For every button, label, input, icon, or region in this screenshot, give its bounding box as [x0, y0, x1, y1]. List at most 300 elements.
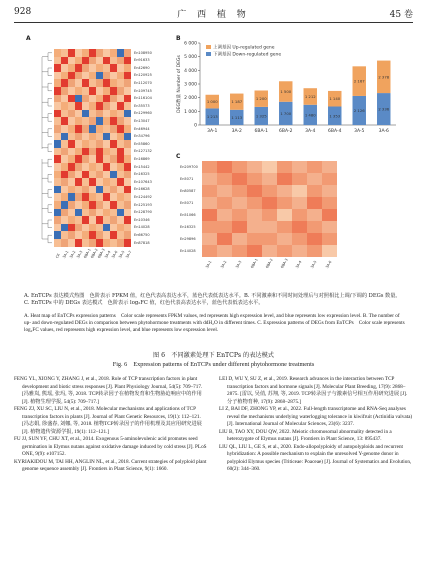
heatmap-a-cell — [54, 193, 61, 201]
heatmap-a-cell — [61, 209, 68, 217]
heatmap-a-cell — [82, 216, 89, 224]
heatmap-c-cell — [277, 173, 292, 185]
heatmap-a-cell — [61, 95, 68, 103]
heatmap-a-sample-label: 3A-1 — [62, 249, 70, 259]
heatmap-c-cell — [322, 221, 337, 233]
heatmap-c-cell — [307, 173, 322, 185]
heatmap-a-cell — [96, 95, 103, 103]
heatmap-a-cell — [103, 87, 110, 95]
heatmap-a-cell — [96, 110, 103, 118]
heatmap-a-cell — [89, 171, 96, 179]
heatmap-a-cell — [68, 186, 75, 194]
heatmap-c-cell — [322, 197, 337, 209]
heatmap-a-cell — [110, 209, 117, 217]
heatmap-c-cell — [307, 209, 322, 221]
heatmap-a-gene-label: En35573 — [134, 103, 150, 108]
heatmap-a-cell — [103, 49, 110, 57]
heatmap-c-cell — [307, 245, 322, 257]
heatmap-a-cell — [124, 239, 131, 247]
heatmap-a-cell — [61, 117, 68, 125]
heatmap-a-cell — [54, 148, 61, 156]
heatmap-a-gene-label: En120925 — [134, 73, 152, 78]
heatmap-c-cell — [322, 161, 337, 173]
heatmap-a-cell — [124, 231, 131, 239]
heatmap-a-cell — [124, 155, 131, 163]
heatmap-c-cell — [307, 221, 322, 233]
heatmap-a-cell — [89, 125, 96, 133]
heatmap-a-cell — [68, 102, 75, 110]
heatmap-a-cell — [117, 186, 124, 194]
heatmap-c-cell — [202, 245, 217, 257]
heatmap-a-cell — [68, 193, 75, 201]
heatmap-a-cell — [61, 178, 68, 186]
heatmap-a-cell — [68, 224, 75, 232]
heatmap-a-cell — [75, 171, 82, 179]
heatmap-a-cell — [54, 133, 61, 141]
heatmap-c-cell — [217, 161, 232, 173]
heatmap-a-cell — [117, 95, 124, 103]
heatmap-a-cell — [54, 224, 61, 232]
heatmap-a-cell — [75, 155, 82, 163]
heatmap-c-cell — [202, 197, 217, 209]
heatmap-a-cell — [61, 163, 68, 171]
heatmap-a-cell — [89, 79, 96, 87]
heatmap-a-cell — [117, 193, 124, 201]
heatmap-c-cell — [322, 185, 337, 197]
heatmap-a-gene-label: En15442 — [134, 164, 150, 169]
heatmap-a-cell — [96, 163, 103, 171]
heatmap-c-sample-label: 6BA-1 — [250, 257, 259, 269]
heatmap-a-cell — [61, 79, 68, 87]
heatmap-a-gene-label: En42690 — [134, 65, 150, 70]
bar-up-value-label: 1 187 — [231, 99, 243, 105]
heatmap-a-cell — [68, 87, 75, 95]
heatmap-a-cell — [75, 193, 82, 201]
heatmap-a-cell — [124, 79, 131, 87]
legend-swatch — [206, 45, 211, 49]
heatmap-a-cell — [54, 231, 61, 239]
heatmap-a-cell — [54, 110, 61, 118]
heatmap-a-cell — [82, 64, 89, 72]
heatmap-a-cell — [96, 201, 103, 209]
heatmap-a-cell — [117, 125, 124, 133]
heatmap-a-cell — [75, 201, 82, 209]
heatmap-c-cell — [292, 221, 307, 233]
heatmap-a-cell — [61, 239, 68, 247]
heatmap-a-cell — [124, 133, 131, 141]
heatmap-a-cell — [110, 72, 117, 80]
heatmap-a-cell — [82, 155, 89, 163]
heatmap-a-cell — [68, 155, 75, 163]
heatmap-c-cell — [217, 185, 232, 197]
deg-bar-chart-svg — [174, 33, 404, 145]
heatmap-a-gene-label: En55860 — [134, 141, 150, 146]
heatmap-a-cell — [89, 117, 96, 125]
heatmap-a-cell — [124, 140, 131, 148]
heatmap-a-cell — [103, 224, 110, 232]
heatmap-a-cell — [89, 178, 96, 186]
heatmap-a-cell — [89, 163, 96, 171]
y-tick-label: 3 000 — [184, 82, 197, 88]
heatmap-a-cell — [54, 140, 61, 148]
reference-entry: LIU B, TAO XY, DOU QW, 2022. Meiotic chromosomal abnormality detected in a heterozygote of Elymus nutans [J]. Frontiers in Plant Science, 13: 895437. — [219, 428, 392, 442]
heatmap-a-cell — [75, 57, 82, 65]
heatmap-c-cell — [262, 173, 277, 185]
heatmap-a-cell — [75, 216, 82, 224]
heatmap-a-cell — [89, 186, 96, 194]
heatmap-a-cell — [117, 72, 124, 80]
heatmap-a-gene-label: En116104 — [134, 96, 152, 101]
heatmap-a-cell — [89, 193, 96, 201]
heatmap-c-cell — [232, 185, 247, 197]
heatmap-a-cell — [117, 155, 124, 163]
heatmap-a-cell — [96, 125, 103, 133]
panel-a-heatmap — [24, 33, 174, 283]
heatmap-a-sample-label: 3A-7 — [125, 249, 133, 259]
heatmap-a-cell — [103, 163, 110, 171]
heatmap-a-cell — [96, 57, 103, 65]
heatmap-a-cell — [54, 79, 61, 87]
heatmap-a-cell — [103, 133, 110, 141]
references-right-column — [219, 376, 413, 474]
heatmap-a-cell — [68, 133, 75, 141]
bar-up-value-label: 1 212 — [304, 93, 316, 99]
heatmap-a-cell — [61, 186, 68, 194]
heatmap-a-cell — [82, 171, 89, 179]
heatmap-a-cell — [117, 117, 124, 125]
heatmap-c-cell — [292, 161, 307, 173]
bar-down-value-label: 2 126 — [353, 107, 365, 113]
heatmap-a-cell — [110, 216, 117, 224]
heatmap-a-cell — [117, 140, 124, 148]
heatmap-a-cell — [82, 140, 89, 148]
bar-down-value-label: 1 353 — [329, 113, 341, 119]
heatmap-a-cell — [54, 163, 61, 171]
heatmap-a-cell — [61, 110, 68, 118]
y-tick-label: 0 — [194, 123, 197, 129]
heatmap-c-cell — [217, 245, 232, 257]
heatmap-a-cell — [75, 209, 82, 217]
heatmap-a-cell — [96, 140, 103, 148]
figure-title-cn: 图 6 不同激素处理下 EnTCPs 的表达模式 — [153, 352, 274, 359]
heatmap-c-cell — [262, 209, 277, 221]
heatmap-c-cell — [247, 209, 262, 221]
heatmap-a-gene-label: En87818 — [134, 240, 150, 245]
x-category-label: 6BA-4 — [328, 129, 342, 134]
heatmap-a-cell — [68, 201, 75, 209]
heatmap-a-cell — [103, 239, 110, 247]
heatmap-a-cell — [82, 102, 89, 110]
heatmap-a-cell — [96, 102, 103, 110]
bar-up-value-label: 2 378 — [378, 74, 390, 80]
heatmap-c-cell — [232, 209, 247, 221]
heatmap-a-cell — [117, 216, 124, 224]
heatmap-c-cell — [262, 245, 277, 257]
heatmap-c-cell — [247, 197, 262, 209]
heatmap-a-cell — [89, 201, 96, 209]
heatmap-a-cell — [117, 79, 124, 87]
heatmap-a-sample-label: 6BA-3 — [97, 247, 106, 259]
heatmap-a-cell — [68, 72, 75, 80]
heatmap-c-cell — [247, 161, 262, 173]
x-category-label: 3A-6 — [378, 129, 389, 134]
heatmap-a-cell — [68, 216, 75, 224]
heatmap-c-cell — [292, 233, 307, 245]
heatmap-a-cell — [103, 72, 110, 80]
reference-entry: FENG ZJ, XU SC, LIU N, et al., 2018. Molecular mechanisms and applications of TCP transcription factors in plants [J]. Journal of Plant Genetic Resources, 19(1): 112–121. [冯志娟, 徐盛春, 刘娜, 等, 2018. 植物TCP转录因子的作用机理及其应用研究进展 [J]. 植物遗传资源学报, 19(1): 112–121.] — [14, 406, 202, 435]
heatmap-a-cell — [61, 148, 68, 156]
heatmap-a-gene-label: En13047 — [134, 118, 150, 123]
heatmap-a-sample-label: 3A-5 — [118, 249, 126, 259]
heatmap-a-cell — [82, 224, 89, 232]
heatmap-a-cell — [110, 155, 117, 163]
heatmap-a-gene-label: En109745 — [134, 88, 152, 93]
heatmap-a-cell — [61, 49, 68, 57]
heatmap-a-cell — [117, 49, 124, 57]
heatmap-a-gene-label: En16869 — [134, 156, 150, 161]
heatmap-a-cell — [103, 216, 110, 224]
heatmap-a-cell — [124, 72, 131, 80]
heatmap-a-cell — [89, 216, 96, 224]
heatmap-a-cell — [103, 148, 110, 156]
heatmap-a-cell — [75, 79, 82, 87]
heatmap-a-cell — [75, 133, 82, 141]
legend-label: 下调基因 Down-regulated gene — [213, 52, 282, 58]
heatmap-a-sample-label: 6BA-2 — [90, 247, 99, 259]
heatmap-c-gene-label: En14028 — [180, 249, 196, 253]
heatmap-a-cell — [103, 110, 110, 118]
panel-a-label: A — [26, 35, 31, 42]
heatmap-c-cell — [262, 185, 277, 197]
heatmap-c-cell — [307, 233, 322, 245]
heatmap-c-sample-label: 3A-6 — [325, 260, 333, 269]
heatmap-a-cell — [75, 224, 82, 232]
heatmap-a-cell — [75, 102, 82, 110]
heatmap-a-cell — [54, 102, 61, 110]
heatmap-a-cell — [68, 117, 75, 125]
panel-c-label: C — [176, 153, 181, 160]
heatmap-c-cell — [232, 245, 247, 257]
gene-dendrogram — [24, 33, 54, 253]
journal-name: 广 西 植 物 — [177, 10, 250, 20]
heatmap-c-cell — [247, 245, 262, 257]
heatmap-a-cell — [54, 216, 61, 224]
heatmap-c-sample-label: 3A-2 — [220, 260, 228, 269]
y-tick-label: 1 000 — [184, 109, 197, 115]
heatmap-a-cell — [68, 178, 75, 186]
heatmap-a-gene-label: En127132 — [134, 149, 152, 154]
heatmap-a-cell — [117, 178, 124, 186]
heatmap-a-cell — [110, 117, 117, 125]
heatmap-a-gene-label: En108950 — [134, 50, 152, 55]
heatmap-a-cell — [75, 231, 82, 239]
heatmap-a-cell — [103, 209, 110, 217]
heatmap-a-cell — [82, 125, 89, 133]
heatmap-a-cell — [110, 201, 117, 209]
heatmap-a-cell — [96, 79, 103, 87]
heatmap-a-cell — [82, 110, 89, 118]
heatmap-c-cell — [262, 221, 277, 233]
heatmap-a-cell — [61, 231, 68, 239]
heatmap-a-cell — [89, 87, 96, 95]
heatmap-a-cell — [54, 186, 61, 194]
heatmap-c-gene-label: En16325 — [180, 225, 196, 229]
heatmap-a-cell — [103, 102, 110, 110]
x-category-label: 3A-5 — [354, 129, 365, 134]
heatmap-c-cell — [322, 245, 337, 257]
heatmap-a-cell — [103, 57, 110, 65]
heatmap-a-cell — [110, 148, 117, 156]
heatmap-a-cell — [89, 64, 96, 72]
heatmap-a-gene-label: En107643 — [134, 179, 152, 184]
heatmap-c-cell — [292, 185, 307, 197]
caption-cn-text: A. EnTCPs 表达模式热图 色阶表示 FPKM 值，红色代表高表达水平，蓝色代表低表达水平。B. 不同激素和不同时间处理后与对照相比上调/下调的 DEGs 数量。C. EnTCPs 中的 DEGs 表达模式 色阶表示 log₂FC 值，红色代表高表达水平，蓝色代表低表达水平。 — [24, 293, 401, 307]
heatmap-a-cell — [103, 155, 110, 163]
heatmap-a-cell — [68, 49, 75, 57]
heatmap-a-cell — [110, 125, 117, 133]
heatmap-a-cell — [61, 216, 68, 224]
heatmap-c-cell — [247, 185, 262, 197]
heatmap-a-cell — [61, 102, 68, 110]
heatmap-a-cell — [96, 148, 103, 156]
heatmap-a-cell — [54, 125, 61, 133]
heatmap-a-cell — [68, 79, 75, 87]
reference-entry: KYRIAKIDOU M, TAI HH, ANGLIN NL, et al., 2018. Current strategies of polyploid plant genome sequence assembly [J]. Frontiers in Plant Science, 9(1): 1660. — [14, 458, 207, 472]
heatmap-a-cell — [75, 87, 82, 95]
heatmap-a-cell — [103, 171, 110, 179]
heatmap-a-cell — [89, 57, 96, 65]
heatmap-a-cell — [82, 87, 89, 95]
panel-b-bar-chart — [174, 33, 404, 145]
heatmap-a-cell — [117, 171, 124, 179]
heatmap-a-cell — [68, 163, 75, 171]
heatmap-a-cell — [117, 102, 124, 110]
heatmap-c-gene-label: En51066 — [180, 213, 196, 217]
heatmap-c-cell — [262, 161, 277, 173]
heatmap-a-sample-label: 6BA-1 — [83, 247, 92, 259]
heatmap-a-cell — [124, 224, 131, 232]
reference-entry: LIU QL, LIU L, GE S, et al., 2020. Endo-allopolyploidy of autopolyploids and recurrent hybridization: A possible mechanism to explain the unresolved Y-genome donor in polyploid Elymus species (Triticeae: Poaceae) [J]. Journal of Systematics and Evolution, 60(2): 344–360. — [219, 443, 412, 472]
heatmap-a-cell — [61, 87, 68, 95]
caption-en-text: A. Heat map of EnTCPs expression patterns Color scale represents FPKM values, red represents high expression level, and blue represents low expression level. B. The number of up- and down-regulated DEGs in comparison between phytohormone treatments with ddH₂O in different times. C. Expression patterns of DEGs from EnTCPs Color scale represents log₂FC values, red represents high expression level, and blue represents low expression level. — [24, 313, 405, 334]
heatmap-a-cell — [89, 148, 96, 156]
bar-down-value-label: 1 480 — [304, 112, 316, 118]
reference-entry: LI Z, BAI DF, ZHONG YP, et al., 2022. Full-length transcriptome and RNA-Seq analyses reveal the mechanisms underlying waterlogging tolerance in kiwifruit (Actinidia valvata) [J]. International Journal of Molecular Sciences, 23(6): 3237. — [219, 406, 413, 427]
heatmap-c-cell — [247, 221, 262, 233]
heatmap-a-cell — [54, 201, 61, 209]
figure-6 — [24, 33, 404, 283]
heatmap-a-cell — [110, 224, 117, 232]
heatmap-c-cell — [292, 173, 307, 185]
heatmap-a-cell — [110, 110, 117, 118]
heatmap-a-cell — [82, 95, 89, 103]
heatmap-a-cell — [54, 117, 61, 125]
heatmap-a-cell — [61, 224, 68, 232]
legend-swatch — [206, 52, 211, 56]
heatmap-c-cell — [292, 209, 307, 221]
heatmap-c-gene-label: En5071 — [180, 201, 194, 205]
heatmap-a-gene-label: En10346 — [134, 217, 150, 222]
heatmap-c-cell — [232, 161, 247, 173]
panel-b-label: B — [176, 35, 181, 42]
reference-entry: FU JJ, SUN YF, CHU XT, et al., 2014. Exogenous 5-aminolevulenic acid promotes seed germination in Elymus nutans against oxidative damage induced by cold stress [J]. PLoS ONE, 9(9): e107152. — [14, 436, 207, 457]
heatmap-a-cell — [61, 125, 68, 133]
heatmap-c-cell — [307, 161, 322, 173]
heatmap-a-cell — [75, 148, 82, 156]
heatmap-a-cell — [54, 49, 61, 57]
heatmap-a-cell — [75, 49, 82, 57]
heatmap-c-cell — [307, 197, 322, 209]
heatmap-a-cell — [75, 117, 82, 125]
heatmap-a-gene-label: En91633 — [134, 58, 150, 63]
heatmap-a-cell — [68, 57, 75, 65]
heatmap-c-cell — [307, 185, 322, 197]
heatmap-a-cell — [82, 72, 89, 80]
heatmap-a-cell — [61, 72, 68, 80]
heatmap-a-sample-label: 3A-6 — [111, 249, 119, 259]
bar-up-value-label: 2 167 — [353, 78, 365, 84]
bar-up-value-label: 1 500 — [280, 89, 292, 95]
heatmap-a-gene-label: En112070 — [134, 80, 152, 85]
heatmap-c-cell — [277, 197, 292, 209]
x-category-label: 3A-4 — [305, 129, 316, 134]
bar-down-value-label: 2 336 — [378, 106, 390, 112]
heatmap-a-cell — [68, 239, 75, 247]
heatmap-a-cell — [75, 178, 82, 186]
heatmap-a-cell — [110, 95, 117, 103]
heatmap-a-cell — [96, 87, 103, 95]
bar-down-value-label: 1 700 — [280, 110, 292, 116]
bar-up-value-label: 1 200 — [255, 96, 267, 102]
heatmap-a-gene-label: En124492 — [134, 194, 152, 199]
heatmap-a-cell — [117, 209, 124, 217]
heatmap-a-cell — [82, 239, 89, 247]
heatmap-a-cell — [110, 163, 117, 171]
heatmap-a-cell — [124, 216, 131, 224]
heatmap-a-cell — [124, 163, 131, 171]
heatmap-c-cell — [277, 209, 292, 221]
heatmap-a-cell — [82, 186, 89, 194]
heatmap-a-cell — [82, 57, 89, 65]
heatmap-a-gene-label: En16325 — [134, 172, 150, 177]
heatmap-a-sample-label: CK — [55, 252, 61, 259]
heatmap-a-cell — [68, 148, 75, 156]
heatmap-a-cell — [110, 102, 117, 110]
heatmap-a-cell — [96, 155, 103, 163]
heatmap-a-cell — [82, 209, 89, 217]
heatmap-a-gene-label: En34796 — [134, 134, 150, 139]
heatmap-c-cell — [232, 221, 247, 233]
heatmap-c-cell — [277, 161, 292, 173]
heatmap-a-cell — [117, 110, 124, 118]
heatmap-c-cell — [202, 185, 217, 197]
heatmap-a-cell — [68, 125, 75, 133]
heatmap-c-cell — [217, 209, 232, 221]
figure-title-en: Fig. 6 Expression patterns of EnTCPs under different phytohormone treatments — [112, 361, 315, 368]
heatmap-c-cell — [217, 197, 232, 209]
heatmap-a-cell — [82, 117, 89, 125]
heatmap-a-gene-label: En66750 — [134, 232, 150, 237]
heatmap-a-cell — [75, 186, 82, 194]
heatmap-a-cell — [96, 117, 103, 125]
heatmap-a-sample-label: 3A-4 — [104, 249, 112, 259]
heatmap-a-cell — [110, 87, 117, 95]
volume-number: 45 卷 — [389, 10, 413, 20]
heatmap-a-gene-label: En46944 — [134, 126, 150, 131]
heatmap-a-cell — [54, 239, 61, 247]
heatmap-a-cell — [75, 95, 82, 103]
heatmap-a-cell — [89, 133, 96, 141]
